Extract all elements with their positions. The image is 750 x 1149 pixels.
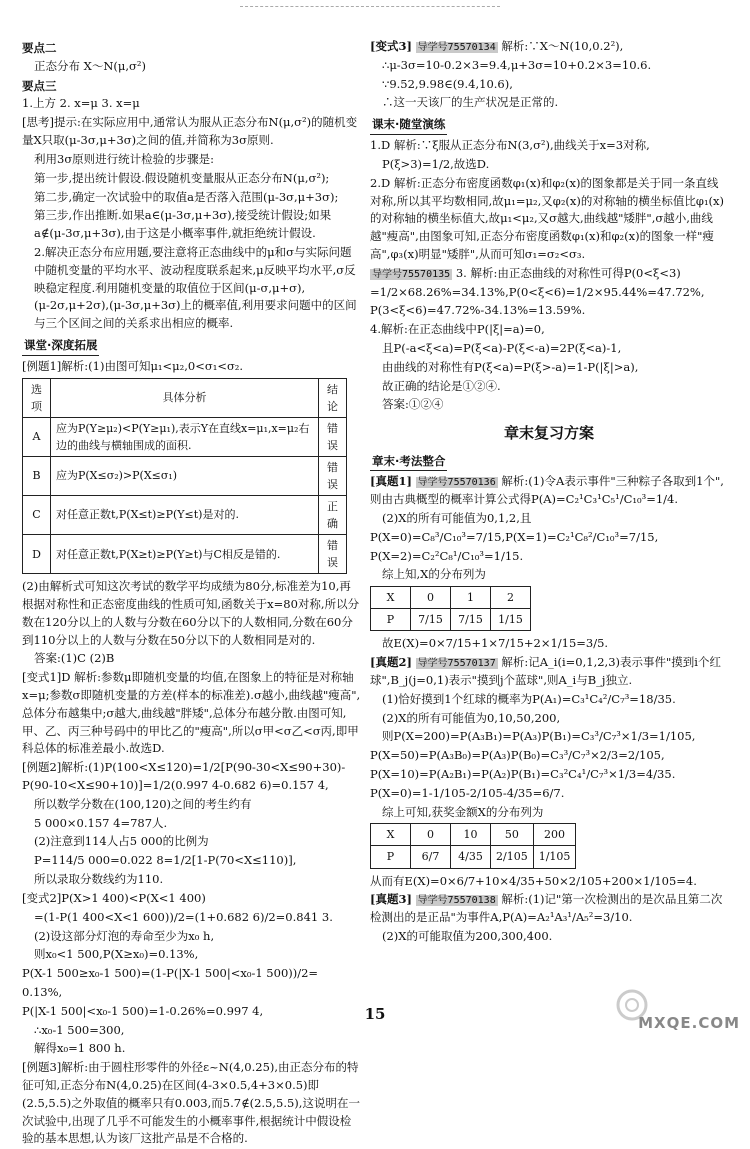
question-3-text: 3. 解析:由正态曲线的对称性可得P(0<ξ<3) [455, 265, 681, 280]
text-line: 所以数学分数在(100,120)之间的考生约有 [34, 796, 252, 811]
table-cell: D [23, 535, 51, 574]
text-line: 解得x₀=1 800 h. [34, 1041, 126, 1056]
table-cell: 2 [491, 587, 531, 609]
text-line: P(X-1 500≥x₀-1 500)=(1-P(|X-1 500|<x₀-1 500))/2= [22, 966, 319, 981]
variant-1: [变式1]D 解析:参数μ即随机变量的均值,在图象上的特征是对称轴x=μ;参数σ即随机变量的方差(样本的标准差).σ越小,曲线越"瘦高",总体分布越集中;σ越大,曲线越"胖矮",总体分布越分散.由图可知,甲、乙、丙三种号码中的甲比乙的"瘦高",所以σ甲<σ乙<σ丙,即甲科总体的标准差最小.故选D. [22, 670, 361, 756]
example-1-part-2: (2)由解析式可知这次考试的数学平均成绩为80分,标准差为10,再根据对称性和正态密度曲线的性质可知,函数关于x=80对称,所以分数在120分以上的人数与分数在60分以下的人数相同,分数在60分到110分以上的人数与分数在50分以下的人数相同是对的. [22, 579, 360, 647]
table-cell: P [371, 846, 411, 868]
real-question-tag: [真题3] [370, 892, 412, 907]
table-row [371, 824, 576, 846]
text-line: 综上知,X的分布列为 [382, 567, 486, 582]
real-question-text: 解析:记A_i(i=0,1,2,3)表示事件"摸到i个红球",B_j(j=0,1)表示"摸到j个蓝球",则A_i与B_j独立. [370, 655, 721, 687]
text-line: ∴μ-3σ=10-0.2×3=9.4,μ+3σ=10+0.2×3=10.6. [382, 57, 652, 72]
text-line: 正态分布 X～N(μ,σ²) [34, 58, 146, 73]
variant-3-tag: [变式3] [370, 39, 412, 53]
table-cell: 错误 [319, 535, 347, 574]
think-paragraph: [思考]提示:在实际应用中,通常认为服从正态分布N(μ,σ²)的随机变量X只取(μ-3σ,μ+3σ)之间的值,并简称为3σ原则. [22, 115, 358, 148]
table-row [23, 495, 347, 534]
table-row [371, 587, 531, 609]
right-column [370, 38, 728, 947]
guide-id-badge: 导学号75570136 [417, 477, 496, 489]
real-question-1 [370, 473, 728, 509]
real-question-2 [370, 654, 728, 690]
real-question-tag: [真题1] [370, 474, 412, 489]
text-line: P(3<ξ<6)=47.72%-34.13%=13.59%. [370, 303, 586, 318]
text-line: (1)恰好摸到1个红球的概率为P(A₁)=C₃¹C₄²/C₇³=18/35. [382, 691, 676, 706]
text-line: 5 000×0.157 4=787人. [34, 815, 168, 830]
table-cell: 正确 [319, 495, 347, 534]
watermark-text: MXQE.COM [638, 1013, 740, 1032]
table-header-cell: 结论 [319, 378, 347, 417]
distribution-table-1 [370, 586, 531, 631]
table-cell: 2/105 [491, 846, 534, 868]
distribution-table-2 [370, 823, 576, 868]
table-row [23, 535, 347, 574]
guide-id-badge: 导学号75570134 [417, 42, 496, 53]
text-line: =1/2×68.26%=34.13%,P(0<ξ<6)=1/2×95.44%=47.72%, [370, 284, 705, 299]
text-line: P=114/5 000=0.022 8=1/2[1-P(70<X≤110)], [34, 853, 297, 868]
table-header-cell: 具体分析 [50, 378, 318, 417]
answer-1: 答案:(1)C (2)B [34, 651, 115, 666]
question-1: 1.D 解析:∵ξ服从正态分布N(3,σ²),曲线关于x=3对称, [370, 138, 650, 153]
table-cell: 7/15 [411, 609, 451, 631]
text-line: 综上可知,获奖金额X的分布列为 [382, 804, 544, 819]
variant-3 [370, 38, 728, 56]
real-question-tag: [真题2] [370, 655, 412, 670]
section-heading-class-extension: 课堂·深度拓展 [22, 337, 99, 356]
text-line: (2)设这部分灯泡的寿命至少为x₀ h, [34, 928, 215, 943]
table-cell: B [23, 456, 51, 495]
example-1: [例题1]解析:(1)由图可知μ₁<μ₂,0<σ₁<σ₂. [22, 358, 244, 373]
text-line: P(X=0)=1-1/105-2/105-4/35=6/7. [370, 785, 565, 800]
table-cell: 0 [411, 824, 451, 846]
question-2: 2.D 解析:正态分布密度函数φ₁(x)和φ₂(x)的图象都是关于同一条直线对称,所以其平均数相同,故μ₁=μ₂,又φ₂(x)的对称轴的横坐标值比φ₁(x)的对称轴的横坐标值大,故μ₁<μ₂,又σ越大,曲线越"矮胖",σ越小,曲线越"瘦高",由图象可知,正态分布密度函数φ₁(x)和φ₂(x)的图象一样"瘦高",φ₃(x)明显"矮胖",从而可知σ₁=σ₂<σ₃. [370, 175, 725, 261]
guide-id-badge: 导学号75570138 [417, 895, 496, 907]
text-line: P(X=10)=P(A₂B₁)=P(A₂)P(B₁)=C₃²C₄¹/C₇³×1/3=4/35. [370, 766, 676, 781]
left-column [22, 38, 362, 1149]
real-question-text: 解析:(1)记"第一次检测出的是次品且第二次检测出的是正品"为事件A,P(A)=A₂¹A₃¹/A₅²=3/10. [370, 892, 723, 925]
text-line: 第三步,作出推断.如果a∈(μ-3σ,μ+3σ),接受统计假设;如果a∉(μ-3σ,μ+3σ),由于这是小概率事件,就拒绝统计假设. [34, 208, 332, 241]
section-heading-practice: 课末·随堂演练 [370, 116, 447, 135]
table-cell: X [371, 587, 411, 609]
real-question-3 [370, 891, 728, 927]
table-cell: 错误 [319, 417, 347, 456]
table-cell: C [23, 495, 51, 534]
text-line: 且P(-a<ξ<a)=P(ξ<a)-P(ξ<-a)=2P(ξ<a)-1, [382, 341, 622, 355]
text-line: 1.上方 2. x=μ 3. x=μ [22, 96, 140, 111]
table-cell: 1 [451, 587, 491, 609]
text-line: ∴这一天该厂的生产状况是正常的. [382, 95, 559, 110]
table-cell: P [371, 609, 411, 631]
analysis-table [22, 378, 347, 574]
text-line: ∴x₀-1 500=300, [34, 1022, 125, 1037]
table-cell: 应为P(X≤σ₂)>P(X≤σ₁) [50, 456, 318, 495]
text-line: P(|X-1 500|<x₀-1 500)=1-0.26%=0.997 4, [22, 1003, 264, 1018]
text-line: P(X=50)=P(A₃B₀)=P(A₃)P(B₀)=C₃³/C₇³×2/3=2/105, [370, 748, 665, 763]
example-2: [例题2]解析:(1)P(100<X≤120)=1/2[P(90-30<X≤90+30)-P(90-10<X≤90+10)]=1/2(0.997 4-0.682 6)=0.157 4, [22, 760, 346, 793]
answer-4: 答案:①②④ [382, 397, 444, 412]
table-header-row [23, 378, 347, 417]
page-number: 15 [364, 1005, 386, 1023]
text-line: 故正确的结论是①②④. [382, 378, 501, 393]
text-line: 由曲线的对称性有P(ξ<a)=P(ξ>-a)=1-P(|ξ|>a), [382, 359, 639, 374]
table-cell: 对任意正数t,P(X≤t)≥P(Y≤t)是对的. [50, 495, 318, 534]
table-header-cell: 选项 [23, 378, 51, 417]
table-cell: 0 [411, 587, 451, 609]
text-line: 则x₀<1 500,P(X≥x₀)=0.13%, [34, 947, 199, 962]
text-line: 故E(X)=0×7/15+1×7/15+2×1/15=3/5. [382, 636, 609, 651]
text-line: 则P(X=200)=P(A₃B₁)=P(A₃)P(B₁)=C₃³/C₇³×1/3=1/105, [382, 729, 696, 744]
table-cell: 200 [533, 824, 576, 846]
text-paragraph: 2.解决正态分布应用题,要注意将正态曲线中的μ和σ与实际问题中随机变量的平均水平、波动程度联系起来,μ反映平均水平,σ反映稳定程度.利用随机变量的取值位于区间(μ-σ,μ+σ),(μ-2σ,μ+2σ),(μ-3σ,μ+3σ)上的概率值,利用要求问题中的区间与三个区间之间的关系求出相应的概率. [34, 244, 357, 331]
variant-3-text: 解析:∵X～N(10,0.2²), [501, 39, 624, 53]
text-line: 所以录取分数线约为110. [34, 872, 164, 887]
example-3: [例题3]解析:由于圆柱形零件的外径ε~N(4,0.25),由正态分布的特征可知,正态分布N(4,0.25)在区间(4-3×0.5,4+3×0.5)即(2.5,5.5)之外取值的概率只有0.003,而5.7∉(2.5,5.5),这说明在一次试验中,出现了几乎不可能发生的小概率事件,根据统计中假设检验的基本思想,认为该厂这批产品是不合格的. [22, 1060, 360, 1146]
table-row [23, 456, 347, 495]
guide-id-badge: 导学号75570135 [372, 268, 451, 280]
table-row [371, 846, 576, 868]
heading-point-2: 要点二 [22, 41, 57, 55]
text-line: (2)注意到114人占5 000的比例为 [34, 834, 209, 849]
variant-2: [变式2]P(X>1 400)<P(X<1 400) [22, 890, 206, 905]
table-cell: 10 [451, 824, 491, 846]
table-cell: 应为P(Y≥μ₂)<P(Y≥μ₁),表示Y在直线x=μ₁,x=μ₂右边的曲线与横轴围成的面积. [50, 417, 318, 456]
table-cell: 4/35 [451, 846, 491, 868]
text-line: P(X=2)=C₂²C₈¹/C₁₀³=1/15. [370, 548, 524, 563]
real-question-text: 解析:(1)令A表示事件"三种粽子各取到1个",则由古典概型的概率计算公式得P(A)=C₂¹C₃¹C₅¹/C₁₀³=1/4. [370, 474, 724, 507]
table-row [23, 417, 347, 456]
text-line: 0.13%, [22, 984, 63, 999]
text-line: (2)X的可能取值为200,300,400. [382, 928, 553, 943]
text-line: ∵9.52,9.98∈(9.4,10.6), [382, 76, 513, 91]
table-cell: 50 [491, 824, 534, 846]
table-cell: X [371, 824, 411, 846]
text-line: P(ξ>3)=1/2,故选D. [382, 156, 490, 171]
text-line: (2)X的所有可能值为0,10,50,200, [382, 710, 561, 725]
text-line: 第一步,提出统计假设.假设随机变量服从正态分布N(μ,σ²); [34, 170, 330, 185]
chapter-review-title: 章末复习方案 [503, 424, 594, 443]
text-line: P(X=0)=C₈³/C₁₀³=7/15,P(X=1)=C₂¹C₈²/C₁₀³=7/15, [370, 529, 659, 544]
table-cell: 1/105 [533, 846, 576, 868]
section-heading-methods: 章末·考法整合 [370, 453, 447, 472]
question-3 [370, 265, 728, 283]
table-cell: 对任意正数t,P(X≥t)≥P(Y≥t)与C相反是错的. [50, 535, 318, 574]
text-line: 从而有E(X)=0×6/7+10×4/35+50×2/105+200×1/105=4. [370, 873, 697, 888]
text-line: 利用3σ原则进行统计检验的步骤是: [34, 151, 215, 166]
question-4: 4.解析:在正态曲线中P(|ξ|=a)=0, [370, 322, 545, 337]
table-row [371, 609, 531, 631]
text-line: (2)X的所有可能值为0,1,2,且 [382, 510, 532, 525]
heading-point-3: 要点三 [22, 78, 57, 93]
text-line: 第二步,确定一次试验中的取值a是否落入范围(μ-3σ,μ+3σ); [34, 189, 339, 204]
top-divider [240, 6, 500, 7]
table-cell: 1/15 [491, 609, 531, 631]
text-line: =(1-P(1 400<X<1 600))/2=(1+0.682 6)/2=0.841 3. [34, 909, 333, 924]
table-cell: A [23, 417, 51, 456]
table-cell: 错误 [319, 456, 347, 495]
table-cell: 7/15 [451, 609, 491, 631]
guide-id-badge: 导学号75570137 [417, 658, 496, 670]
table-cell: 6/7 [411, 846, 451, 868]
